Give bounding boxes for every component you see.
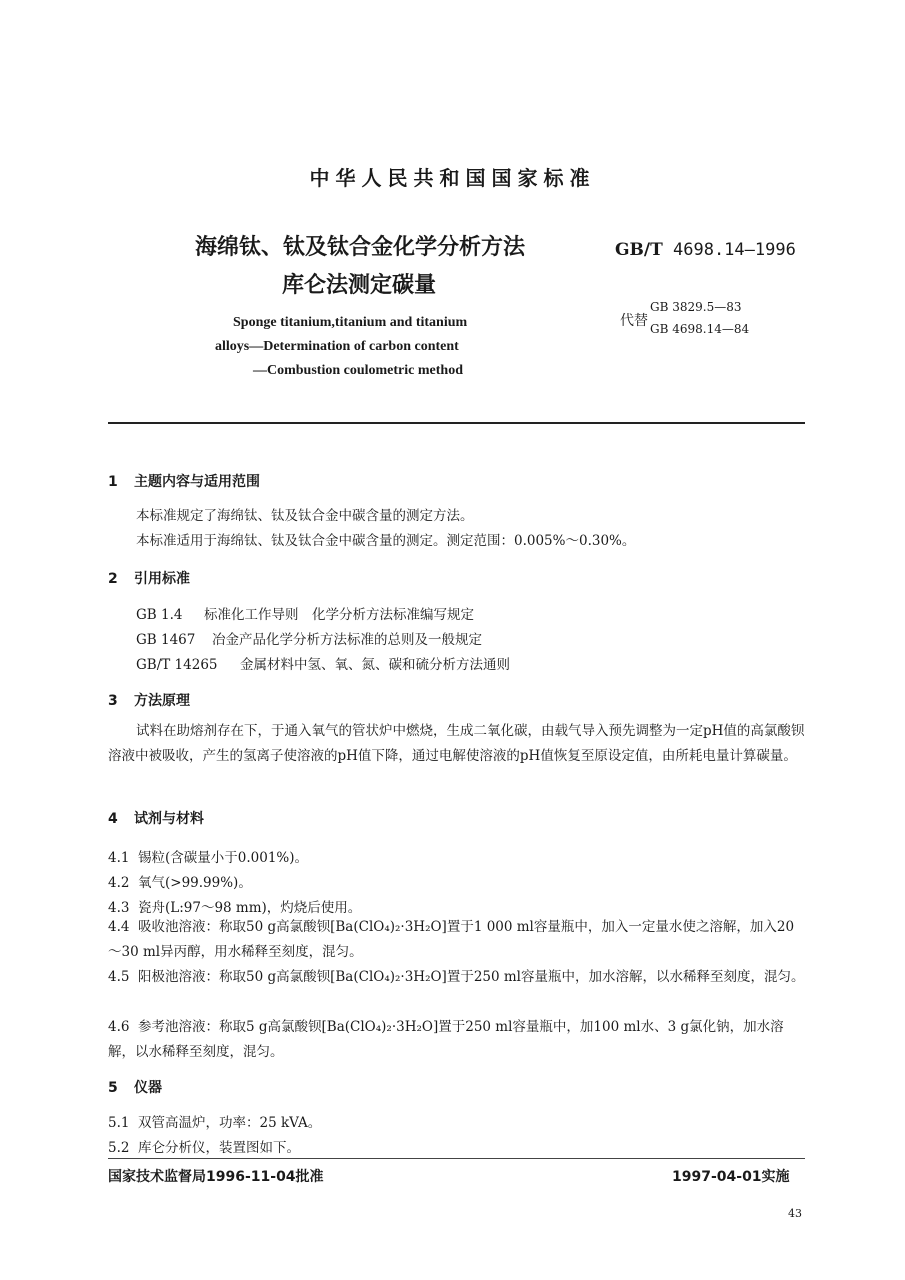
item-number: 5.1 — [108, 1115, 130, 1131]
item-number: 5.2 — [108, 1140, 130, 1156]
reagent-item — [108, 965, 805, 990]
item-number: 4.4 — [108, 919, 130, 935]
reagent-item — [108, 915, 805, 965]
item-number: 4.3 — [108, 900, 130, 916]
replaces-item: GB 4698.14—84 — [650, 322, 750, 336]
page-number: 43 — [788, 1207, 802, 1220]
replaces-label: 代替 — [620, 313, 648, 329]
reference-text: 金属材料中氢、氧、氮、碳和硫分析方法通则 — [240, 657, 510, 673]
section-number: 4 — [108, 811, 118, 827]
title-en-line2: alloys—Determination of carbon content — [215, 339, 459, 354]
title-cn-line2: 库仑法测定碳量 — [282, 273, 437, 298]
approval-date: 国家技术监督局1996-11-04批准 — [108, 1169, 324, 1185]
instrument-item — [108, 1111, 321, 1131]
national-standard-heading: 中华人民共和国国家标准 — [309, 166, 596, 190]
section-title: 试剂与材料 — [134, 811, 204, 827]
section-title: 仪器 — [134, 1080, 162, 1096]
item-number: 4.1 — [108, 850, 130, 866]
section-number: 5 — [108, 1080, 118, 1096]
section-5-heading — [108, 1077, 162, 1097]
reference-code: GB 1.4 — [136, 607, 183, 623]
standard-code-number: 4698.14—1996 — [673, 240, 796, 260]
reference-item — [136, 653, 510, 673]
section-title: 引用标准 — [134, 571, 190, 587]
item-text: 库仑分析仪，装置图如下。 — [138, 1140, 300, 1156]
item-text: 双管高温炉，功率：25 kVA。 — [138, 1115, 322, 1131]
item-text: 参考池溶液：称取5 g高氯酸钡[Ba(ClO₄)₂·3H₂O]置于250 ml容量瓶中，加100 ml水、3 g氯化钠，加水溶解，以水稀释至刻度，混匀。 — [108, 1019, 784, 1060]
standard-code-prefix: GB/T — [615, 240, 663, 260]
section-number: 2 — [108, 571, 118, 587]
reference-text: 冶金产品化学分析方法标准的总则及一般规定 — [212, 632, 482, 648]
reagent-item — [108, 871, 252, 891]
effective-date: 1997-04-01实施 — [672, 1169, 790, 1185]
title-en-line1: Sponge titanium,titanium and titanium — [233, 315, 468, 330]
reference-code: GB 1467 — [136, 632, 196, 648]
item-number: 4.5 — [108, 969, 130, 985]
item-text: 锡粒(含碳量小于0.001%)。 — [138, 850, 309, 866]
reference-item — [136, 603, 474, 623]
section-number: 3 — [108, 693, 118, 709]
paragraph: 本标准适用于海绵钛、钛及钛合金中碳含量的测定。测定范围：0.005%～0.30%。 — [136, 533, 636, 549]
section-2-heading — [108, 568, 190, 588]
section-1-heading — [108, 471, 260, 491]
footer-rule — [108, 1158, 805, 1159]
item-text: 瓷舟(L:97～98 mm)，灼烧后使用。 — [138, 900, 362, 916]
standard-code — [615, 240, 796, 260]
title-en-line3: —Combustion coulometric method — [253, 363, 463, 378]
reagent-item — [108, 896, 361, 916]
reagent-item — [108, 1015, 805, 1065]
title-cn-line1: 海绵钛、钛及钛合金化学分析方法 — [195, 235, 526, 260]
section-title: 方法原理 — [134, 693, 190, 709]
item-text: 氧气(>99.99%)。 — [138, 875, 252, 891]
section-title: 主题内容与适用范围 — [134, 474, 260, 490]
section-number: 1 — [108, 474, 118, 490]
header-rule — [108, 422, 805, 424]
item-text: 吸收池溶液：称取50 g高氯酸钡[Ba(ClO₄)₂·3H₂O]置于1 000 ml容量瓶中，加入一定量水使之溶解，加入20～30 ml异丙醇，用水稀释至刻度，混匀。 — [108, 919, 795, 960]
replaces-item: GB 3829.5—83 — [650, 300, 742, 314]
reference-code: GB/T 14265 — [136, 657, 218, 673]
paragraph: 试料在助熔剂存在下，于通入氧气的管状炉中燃烧，生成二氧化碳，由载气导入预先调整为一定pH值的高氯酸钡溶液中被吸收，产生的氢离子使溶液的pH值下降，通过电解使溶液的pH值恢复至原设定值，由所耗电量计算碳量。 — [108, 723, 805, 764]
item-number: 4.2 — [108, 875, 130, 891]
reagent-item — [108, 846, 308, 866]
item-number: 4.6 — [108, 1019, 130, 1035]
reference-item — [136, 628, 482, 648]
paragraph: 本标准规定了海绵钛、钛及钛合金中碳含量的测定方法。 — [136, 508, 474, 524]
section-3-heading — [108, 690, 190, 710]
item-text: 阳极池溶液：称取50 g高氯酸钡[Ba(ClO₄)₂·3H₂O]置于250 ml容量瓶中，加水溶解，以水稀释至刻度，混匀。 — [138, 969, 805, 985]
reference-text: 标准化工作导则 化学分析方法标准编写规定 — [204, 607, 474, 623]
section-4-heading — [108, 808, 204, 828]
instrument-item — [108, 1136, 300, 1156]
